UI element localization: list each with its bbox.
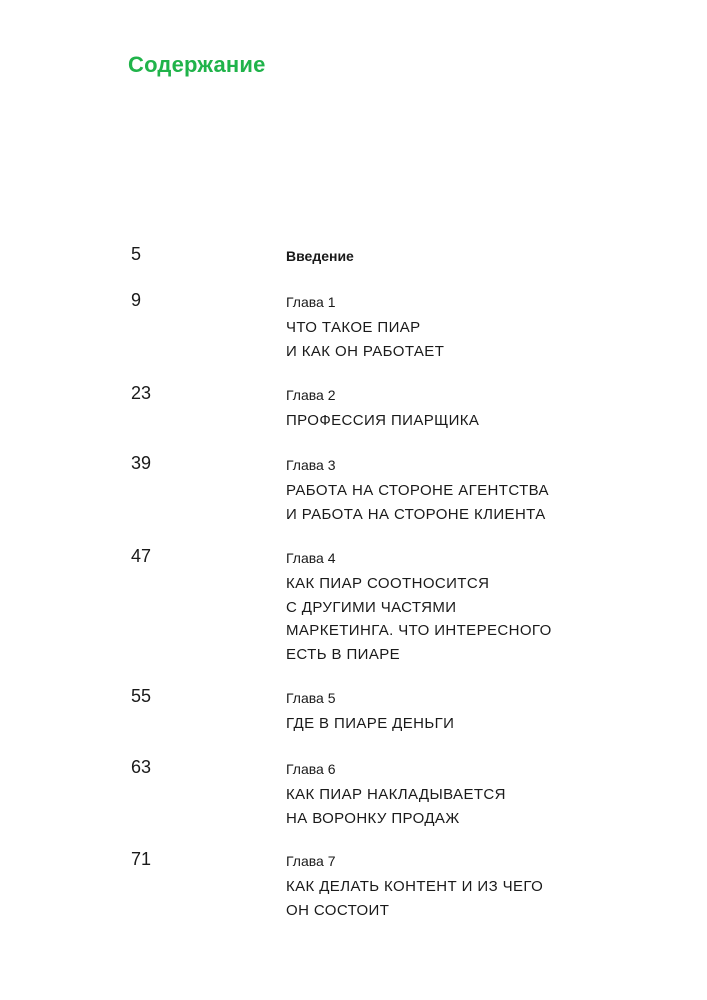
- chapter-label: Глава 2: [286, 387, 336, 403]
- chapter-label: Глава 4: [286, 550, 336, 566]
- toc-entry-body: [286, 387, 616, 433]
- chapter-label: Глава 7: [286, 853, 336, 869]
- toc-entry-body: [286, 294, 616, 363]
- toc-page-number: 47: [131, 546, 152, 566]
- chapter-title-line: ЧТО ТАКОЕ ПИАР: [286, 319, 421, 336]
- chapter-label: Глава 6: [286, 761, 336, 777]
- page-title: Содержание: [128, 52, 266, 77]
- toc-entry-body: [286, 457, 616, 526]
- toc-entry-body: [286, 853, 616, 922]
- chapter-title-line: КАК ДЕЛАТЬ КОНТЕНТ И ИЗ ЧЕГО: [286, 878, 544, 895]
- chapter-title-line: РАБОТА НА СТОРОНЕ АГЕНТСТВА: [286, 482, 549, 499]
- chapter-title-line: И КАК ОН РАБОТАЕТ: [286, 342, 445, 360]
- toc-page-number: 5: [131, 244, 142, 264]
- toc-page-number: 39: [131, 453, 152, 473]
- chapter-title-line: КАК ПИАР СООТНОСИТСЯ: [286, 575, 490, 592]
- chapter-title-line: И РАБОТА НА СТОРОНЕ КЛИЕНТА: [286, 505, 546, 523]
- chapter-title-line: ОН СОСТОИТ: [286, 901, 390, 919]
- chapter-title-line: ЕСТЬ В ПИАРЕ: [286, 645, 401, 663]
- toc-page-number: 63: [131, 757, 152, 777]
- chapter-label: Глава 3: [286, 457, 336, 473]
- toc-entry-body: [286, 550, 616, 666]
- chapter-label: Глава 5: [286, 690, 336, 706]
- chapter-title-line: МАРКЕТИНГА. ЧТО ИНТЕРЕСНОГО: [286, 622, 552, 639]
- toc-intro-title: Введение: [286, 248, 354, 264]
- toc-entry-body: [286, 761, 616, 830]
- chapter-title-line: ГДЕ В ПИАРЕ ДЕНЬГИ: [286, 715, 455, 732]
- chapter-label: Глава 1: [286, 294, 336, 310]
- chapter-title-line: С ДРУГИМИ ЧАСТЯМИ: [286, 598, 457, 616]
- toc-page-number: 71: [131, 849, 152, 869]
- toc-entry-body: [286, 690, 616, 736]
- chapter-title-line: НА ВОРОНКУ ПРОДАЖ: [286, 809, 460, 827]
- toc-page-number: 23: [131, 383, 152, 403]
- toc-entry-body: [286, 248, 616, 265]
- chapter-title-line: КАК ПИАР НАКЛАДЫВАЕТСЯ: [286, 786, 506, 803]
- chapter-title-line: ПРОФЕССИЯ ПИАРЩИКА: [286, 412, 480, 429]
- toc-page-number: 9: [131, 290, 142, 310]
- toc-page-number: 55: [131, 686, 152, 706]
